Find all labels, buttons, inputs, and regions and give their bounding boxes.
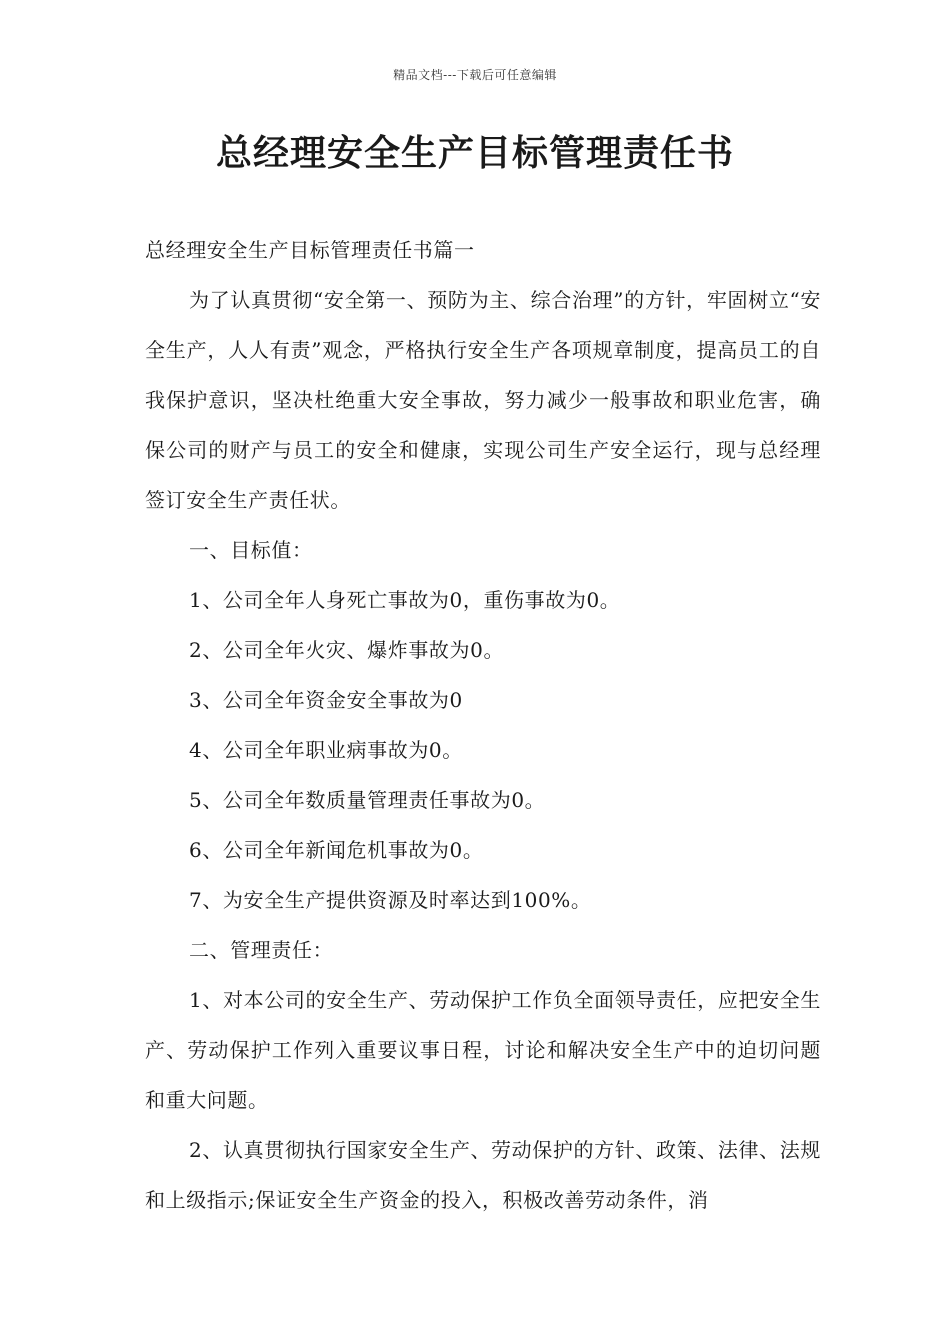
document-title: 总经理安全生产目标管理责任书: [215, 133, 734, 174]
responsibility-item-1: 1、对本公司的安全生产、劳动保护工作负全面领导责任，应把安全生产、劳动保护工作列入重要议事日程，讨论和解决安全生产中的迫切问题和重大问题。: [145, 988, 821, 1112]
section-heading: 总经理安全生产目标管理责任书篇一: [145, 238, 475, 262]
page-header-note: 精品文档---下载后可任意编辑: [393, 68, 557, 82]
target-item-1: 1、公司全年人身死亡事故为0，重伤事故为0。: [189, 588, 621, 612]
subsection-heading-targets: 一、目标值：: [189, 538, 313, 562]
document-body: [145, 225, 821, 1225]
subsection-heading-responsibilities: 二、管理责任：: [189, 938, 334, 962]
target-item-4: 4、公司全年职业病事故为0。: [189, 738, 463, 762]
target-item-5: 5、公司全年数质量管理责任事故为0。: [189, 788, 546, 812]
responsibility-item-2: 2、认真贯彻执行国家安全生产、劳动保护的方针、政策、法律、法规和上级指示;保证安全生产资金的投入，积极改善劳动条件，消: [145, 1138, 821, 1212]
target-item-6: 6、公司全年新闻危机事故为0。: [189, 838, 484, 862]
intro-paragraph: 为了认真贯彻“安全第一、预防为主、综合治理”的方针，牢固树立“安全生产，人人有责”观念，严格执行安全生产各项规章制度，提高员工的自我保护意识，坚决杜绝重大安全事故，努力减少一般事故和职业危害，确保公司的财产与员工的安全和健康，实现公司生产安全运行，现与总经理签订安全生产责任状。: [145, 288, 821, 512]
target-item-7: 7、为安全生产提供资源及时率达到100%。: [189, 888, 592, 912]
target-item-3: 3、公司全年资金安全事故为0: [189, 688, 463, 712]
target-item-2: 2、公司全年火灾、爆炸事故为0。: [189, 638, 505, 662]
